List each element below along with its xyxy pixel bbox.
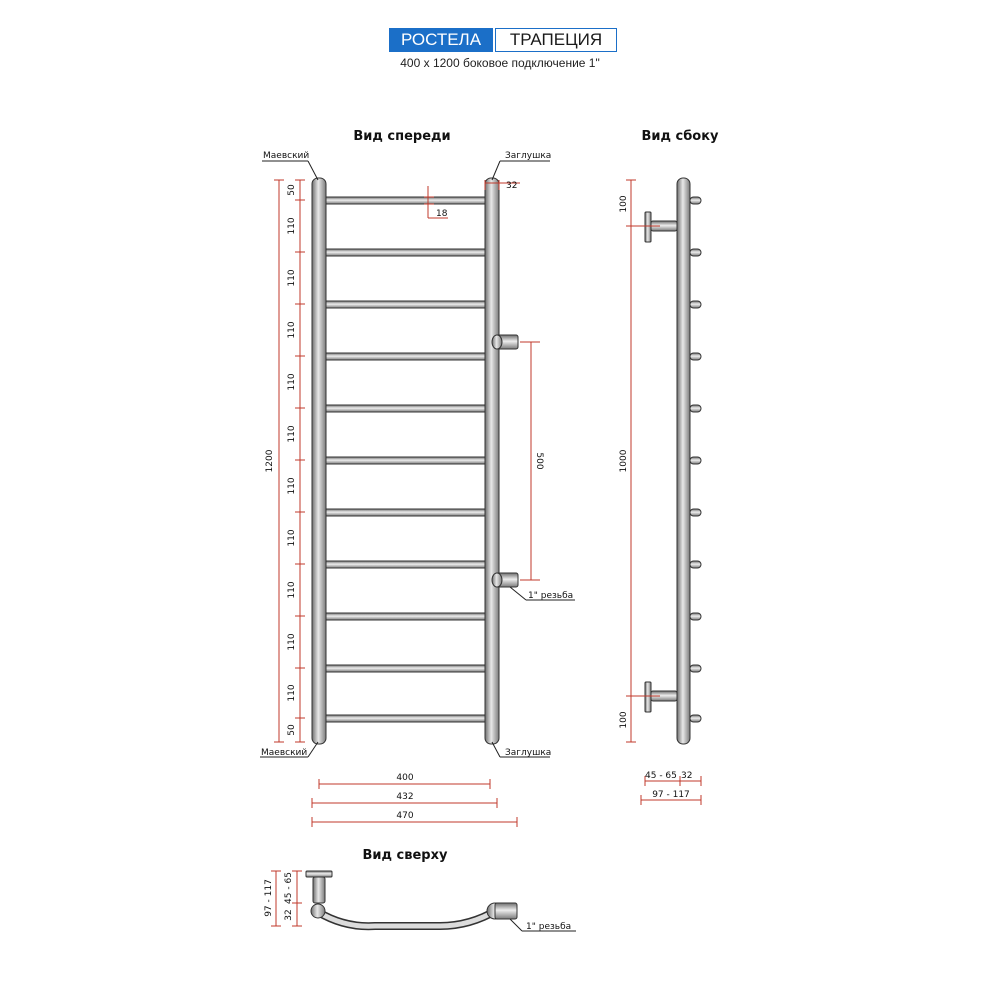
dim-pitch-110: 110 [287, 425, 297, 443]
rung [320, 457, 490, 464]
top-dim-offset: 45 - 65 [284, 872, 294, 904]
top-left-pipe-end [311, 904, 325, 918]
side-dim-top: 100 [619, 195, 629, 213]
dim-total-1200: 1200 [265, 449, 275, 473]
top-dim-pipe: 32 [284, 909, 294, 921]
model-name: ТРАПЕЦИЯ [495, 28, 617, 52]
label-thread-top: 1" резьба [526, 922, 572, 932]
dim-pitch-110: 110 [287, 581, 297, 599]
side-dim-pipe: 32 [681, 771, 693, 781]
dim-chain [287, 180, 305, 742]
product-subtitle: 400 x 1200 боковое подключение 1" [400, 56, 600, 70]
dim-connection-500: 500 [534, 452, 544, 470]
dim-pitch-110: 110 [287, 633, 297, 651]
rung [320, 613, 490, 620]
dim-bottom-50: 50 [287, 724, 297, 736]
top-view [264, 848, 576, 932]
dim-width-400: 400 [396, 773, 414, 783]
side-dim-middle: 1000 [619, 449, 629, 473]
connection-lower [492, 573, 518, 587]
front-view-title: Вид спереди [353, 129, 451, 144]
dim-pitch-110: 110 [287, 373, 297, 391]
dim-width-432: 432 [396, 792, 414, 802]
wall-bracket-top [645, 212, 677, 242]
label-plug-bottom: Заглушка [505, 748, 552, 758]
rung [320, 509, 490, 516]
dim-width-470: 470 [396, 811, 414, 821]
rung [320, 197, 490, 204]
left-pipe [312, 178, 326, 744]
label-thread-front: 1" резьба [528, 591, 574, 601]
dim-pitch-110: 110 [287, 321, 297, 339]
label-maevsky-bottom: Маевский [261, 748, 308, 758]
front-rungs [320, 197, 490, 722]
dim-rung-18: 18 [436, 209, 448, 219]
rung [320, 353, 490, 360]
side-pipe [677, 178, 690, 744]
label-maevsky-top: Маевский [263, 151, 310, 161]
top-wall-flange [306, 871, 332, 877]
right-pipe [485, 178, 499, 744]
wall-bracket-bottom [645, 682, 677, 712]
top-dim-depth: 97 - 117 [264, 879, 274, 917]
top-view-title: Вид сверху [362, 848, 448, 863]
dim-pipe-32: 32 [506, 181, 518, 191]
side-view [619, 129, 719, 805]
side-rung-stubs [690, 197, 701, 722]
rung [320, 561, 490, 568]
dim-top-50: 50 [287, 184, 297, 196]
label-plug-top: Заглушка [505, 151, 552, 161]
top-bracket [313, 877, 325, 903]
rung [320, 665, 490, 672]
side-dim-bottom: 100 [619, 711, 629, 729]
rung [320, 715, 490, 722]
rung [320, 405, 490, 412]
brand-logo: РОСТЕЛА [389, 28, 493, 52]
rung [320, 249, 490, 256]
dim-pitch-110: 110 [287, 269, 297, 287]
dim-pitch-110: 110 [287, 684, 297, 702]
dim-pitch-110: 110 [287, 217, 297, 235]
dim-pitch-110: 110 [287, 529, 297, 547]
connection-upper [492, 335, 518, 349]
front-view [260, 129, 575, 827]
side-view-title: Вид сбоку [641, 129, 719, 144]
rung [320, 301, 490, 308]
top-connection [495, 903, 517, 919]
dim-pitch-110: 110 [287, 477, 297, 495]
side-dim-depth: 97 - 117 [652, 790, 690, 800]
side-dim-offset: 45 - 65 [645, 771, 677, 781]
